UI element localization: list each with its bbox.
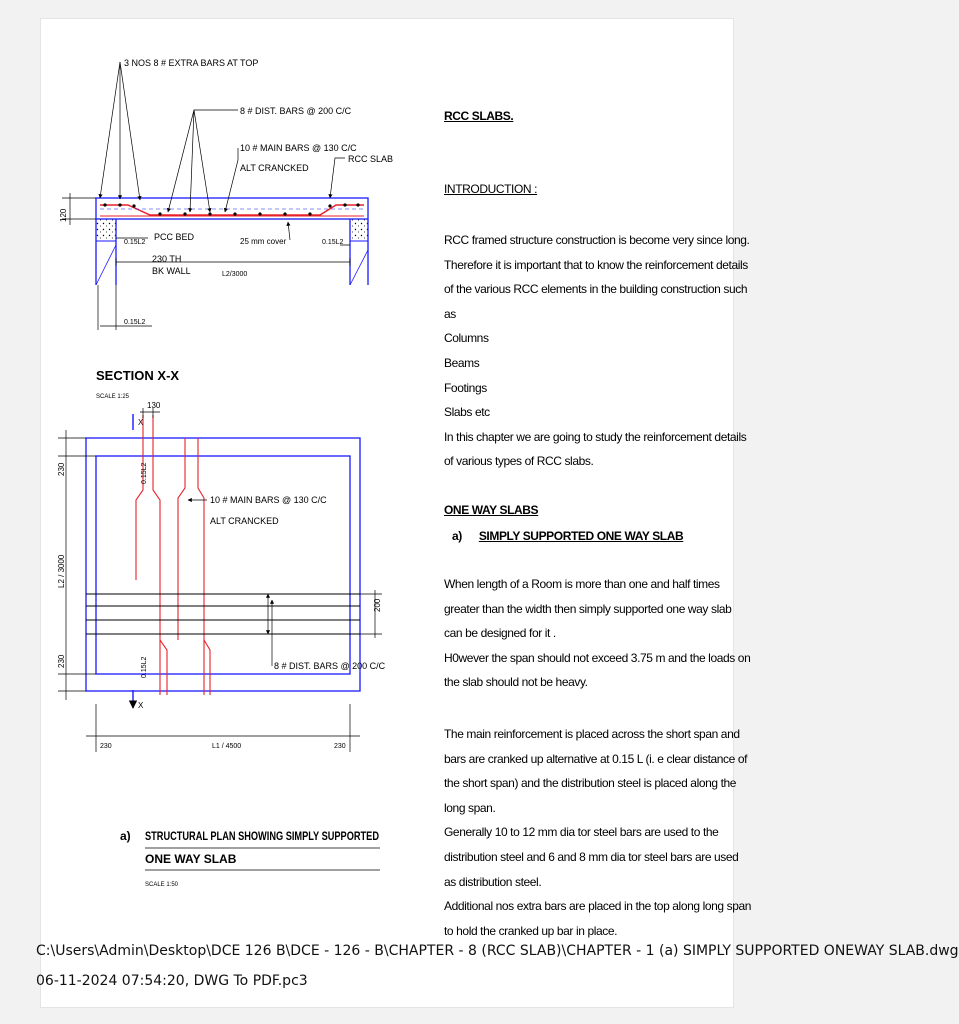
plan-caption-line-1: STRUCTURAL PLAN SHOWING SIMPLY SUPPORTED <box>145 829 380 843</box>
notes-title <box>444 104 513 129</box>
wall-label-2: BK WALL <box>152 266 191 276</box>
para2-line: Additional nos extra bars are placed in the top along long span <box>444 899 752 914</box>
intro-line: Therefore it is important that to know the reinforcement details <box>444 257 748 272</box>
plan-dim-bottom-mid: L1 / 4500 <box>212 743 242 750</box>
plan-scale: SCALE 1:50 <box>145 882 179 888</box>
plot-timestamp: 06-11-2024 07:54:20, DWG To PDF.pc3 <box>36 973 308 989</box>
plan-main-bars-label-1: 10 # MAIN BARS @ 130 C/C <box>210 495 327 505</box>
plan-main-bar-2 <box>153 415 160 695</box>
para2-line: long span. <box>444 800 496 815</box>
plan-caption-label: a) <box>120 829 131 843</box>
intro-line: Footings <box>444 380 487 395</box>
para2-line: The main reinforcement is placed across the short span and <box>444 727 740 741</box>
introduction-heading <box>444 177 537 202</box>
paragraph-2 <box>444 722 751 943</box>
plan-main-bars-label-2: ALT CRANCKED <box>210 516 279 526</box>
para1-line: greater than the width then simply supported one way slab <box>444 601 732 616</box>
main-bars-label-2: ALT CRANCKED <box>240 163 309 173</box>
section-drawing <box>59 58 393 400</box>
crank-left-label: 0.15L2 <box>124 239 146 246</box>
right-pcc-bed <box>350 219 368 241</box>
intro-line: RCC framed structure construction is become very since long. <box>444 233 750 247</box>
thickness-dim: 120 <box>59 208 68 222</box>
section-scale: SCALE 1:25 <box>96 394 130 400</box>
paragraph-1 <box>444 572 750 695</box>
plan-dim-l2: L2 / 3000 <box>57 554 66 588</box>
plan-main-bar-3 <box>178 438 185 640</box>
one-way-heading <box>444 498 538 523</box>
plan-dist-bars-label: 8 # DIST. BARS @ 200 C/C <box>274 661 386 671</box>
cranked-main-bar <box>100 205 364 215</box>
cover-label: 25 mm cover <box>240 237 287 246</box>
dist-bars-label: 8 # DIST. BARS @ 200 C/C <box>240 106 352 116</box>
sub-heading-label: a) <box>452 529 462 543</box>
plot-stamp <box>36 936 959 996</box>
plan-dim-230-bottom: 230 <box>57 654 66 668</box>
plan-caption-line-2: ONE WAY SLAB <box>145 852 237 866</box>
left-pcc-bed <box>96 219 116 241</box>
intro-line: as <box>444 306 456 321</box>
plan-crank-top: 0.15L2 <box>141 462 148 484</box>
intro-line: Beams <box>444 355 480 370</box>
plan-dim-230-top: 230 <box>57 462 66 476</box>
intro-line: Columns <box>444 331 489 346</box>
main-bars-label-1: 10 # MAIN BARS @ 130 C/C <box>240 143 357 153</box>
plan-dim-bottom-right: 230 <box>334 743 346 750</box>
plan-main-bar-4 <box>198 438 204 695</box>
para1-line: H0wever the span should not exceed 3.75 m and the loads on <box>444 650 751 665</box>
sub-heading-text: SIMPLY SUPPORTED ONE WAY SLAB <box>478 529 684 543</box>
intro-line: of various types of RCC slabs. <box>444 454 594 469</box>
plan-crank-bottom: 0.15L2 <box>141 656 148 678</box>
one-way-heading-text: ONE WAY SLABS <box>444 503 539 517</box>
plan-section-mark-top: X <box>138 418 144 427</box>
para2-line: to hold the cranked up bar in place. <box>444 923 618 938</box>
span-label: L2/3000 <box>222 271 248 278</box>
introduction-text <box>444 228 749 474</box>
section-title: SECTION X-X <box>96 368 180 383</box>
crank-bottom-label: 0.15L2 <box>124 319 146 326</box>
para2-line: Generally 10 to 12 mm dia tor steel bars are used to the <box>444 825 719 840</box>
para1-line: can be designed for it . <box>444 626 556 641</box>
para2-line: distribution steel and 6 and 8 mm dia tor steel bars are used <box>444 849 739 864</box>
rcc-slab-label: RCC SLAB <box>348 154 394 164</box>
para2-line: the short span) and the distribution steel is placed along the <box>444 776 737 791</box>
plan-drawing <box>57 401 386 888</box>
plan-distribution-bars <box>86 594 360 634</box>
introduction-heading-text: INTRODUCTION : <box>444 182 538 196</box>
crank-right-label: 0.15L2 <box>322 239 344 246</box>
extra-bars-label: 3 NOS 8 # EXTRA BARS AT TOP <box>124 58 259 68</box>
plan-main-bar-5 <box>160 640 210 695</box>
plan-inner-outline <box>96 456 350 674</box>
plan-section-mark-bottom: X <box>138 701 144 710</box>
sub-heading <box>452 524 683 549</box>
para1-line: the slab should not be heavy. <box>444 675 588 690</box>
para2-line: as distribution steel. <box>444 874 542 889</box>
plan-dim-bottom-left: 230 <box>100 743 112 750</box>
para1-line: When length of a Room is more than one and half times <box>444 577 720 591</box>
plan-main-bar-1 <box>136 415 143 580</box>
plan-outer-outline <box>86 438 360 691</box>
wall-label-1: 230 TH <box>152 254 182 264</box>
intro-line: of the various RCC elements in the building construction such <box>444 282 748 297</box>
intro-line: In this chapter we are going to study the reinforcement details <box>444 429 747 444</box>
pcc-bed-label: PCC BED <box>154 232 195 242</box>
intro-line: Slabs etc <box>444 405 490 420</box>
plan-dim-top: 130 <box>147 401 161 410</box>
para2-line: bars are cranked up alternative at 0.15 L (i. e clear distance of <box>444 751 748 766</box>
plan-dim-200: 200 <box>373 598 382 612</box>
file-path: C:\Users\Admin\Desktop\DCE 126 B\DCE - 126 - B\CHAPTER - 8 (RCC SLAB)\CHAPTER - 1 (a) SIMPLY SUPPORTED ONEWAY SLAB.dwg <box>36 943 959 959</box>
notes-title-text: RCC SLABS. <box>444 109 514 123</box>
